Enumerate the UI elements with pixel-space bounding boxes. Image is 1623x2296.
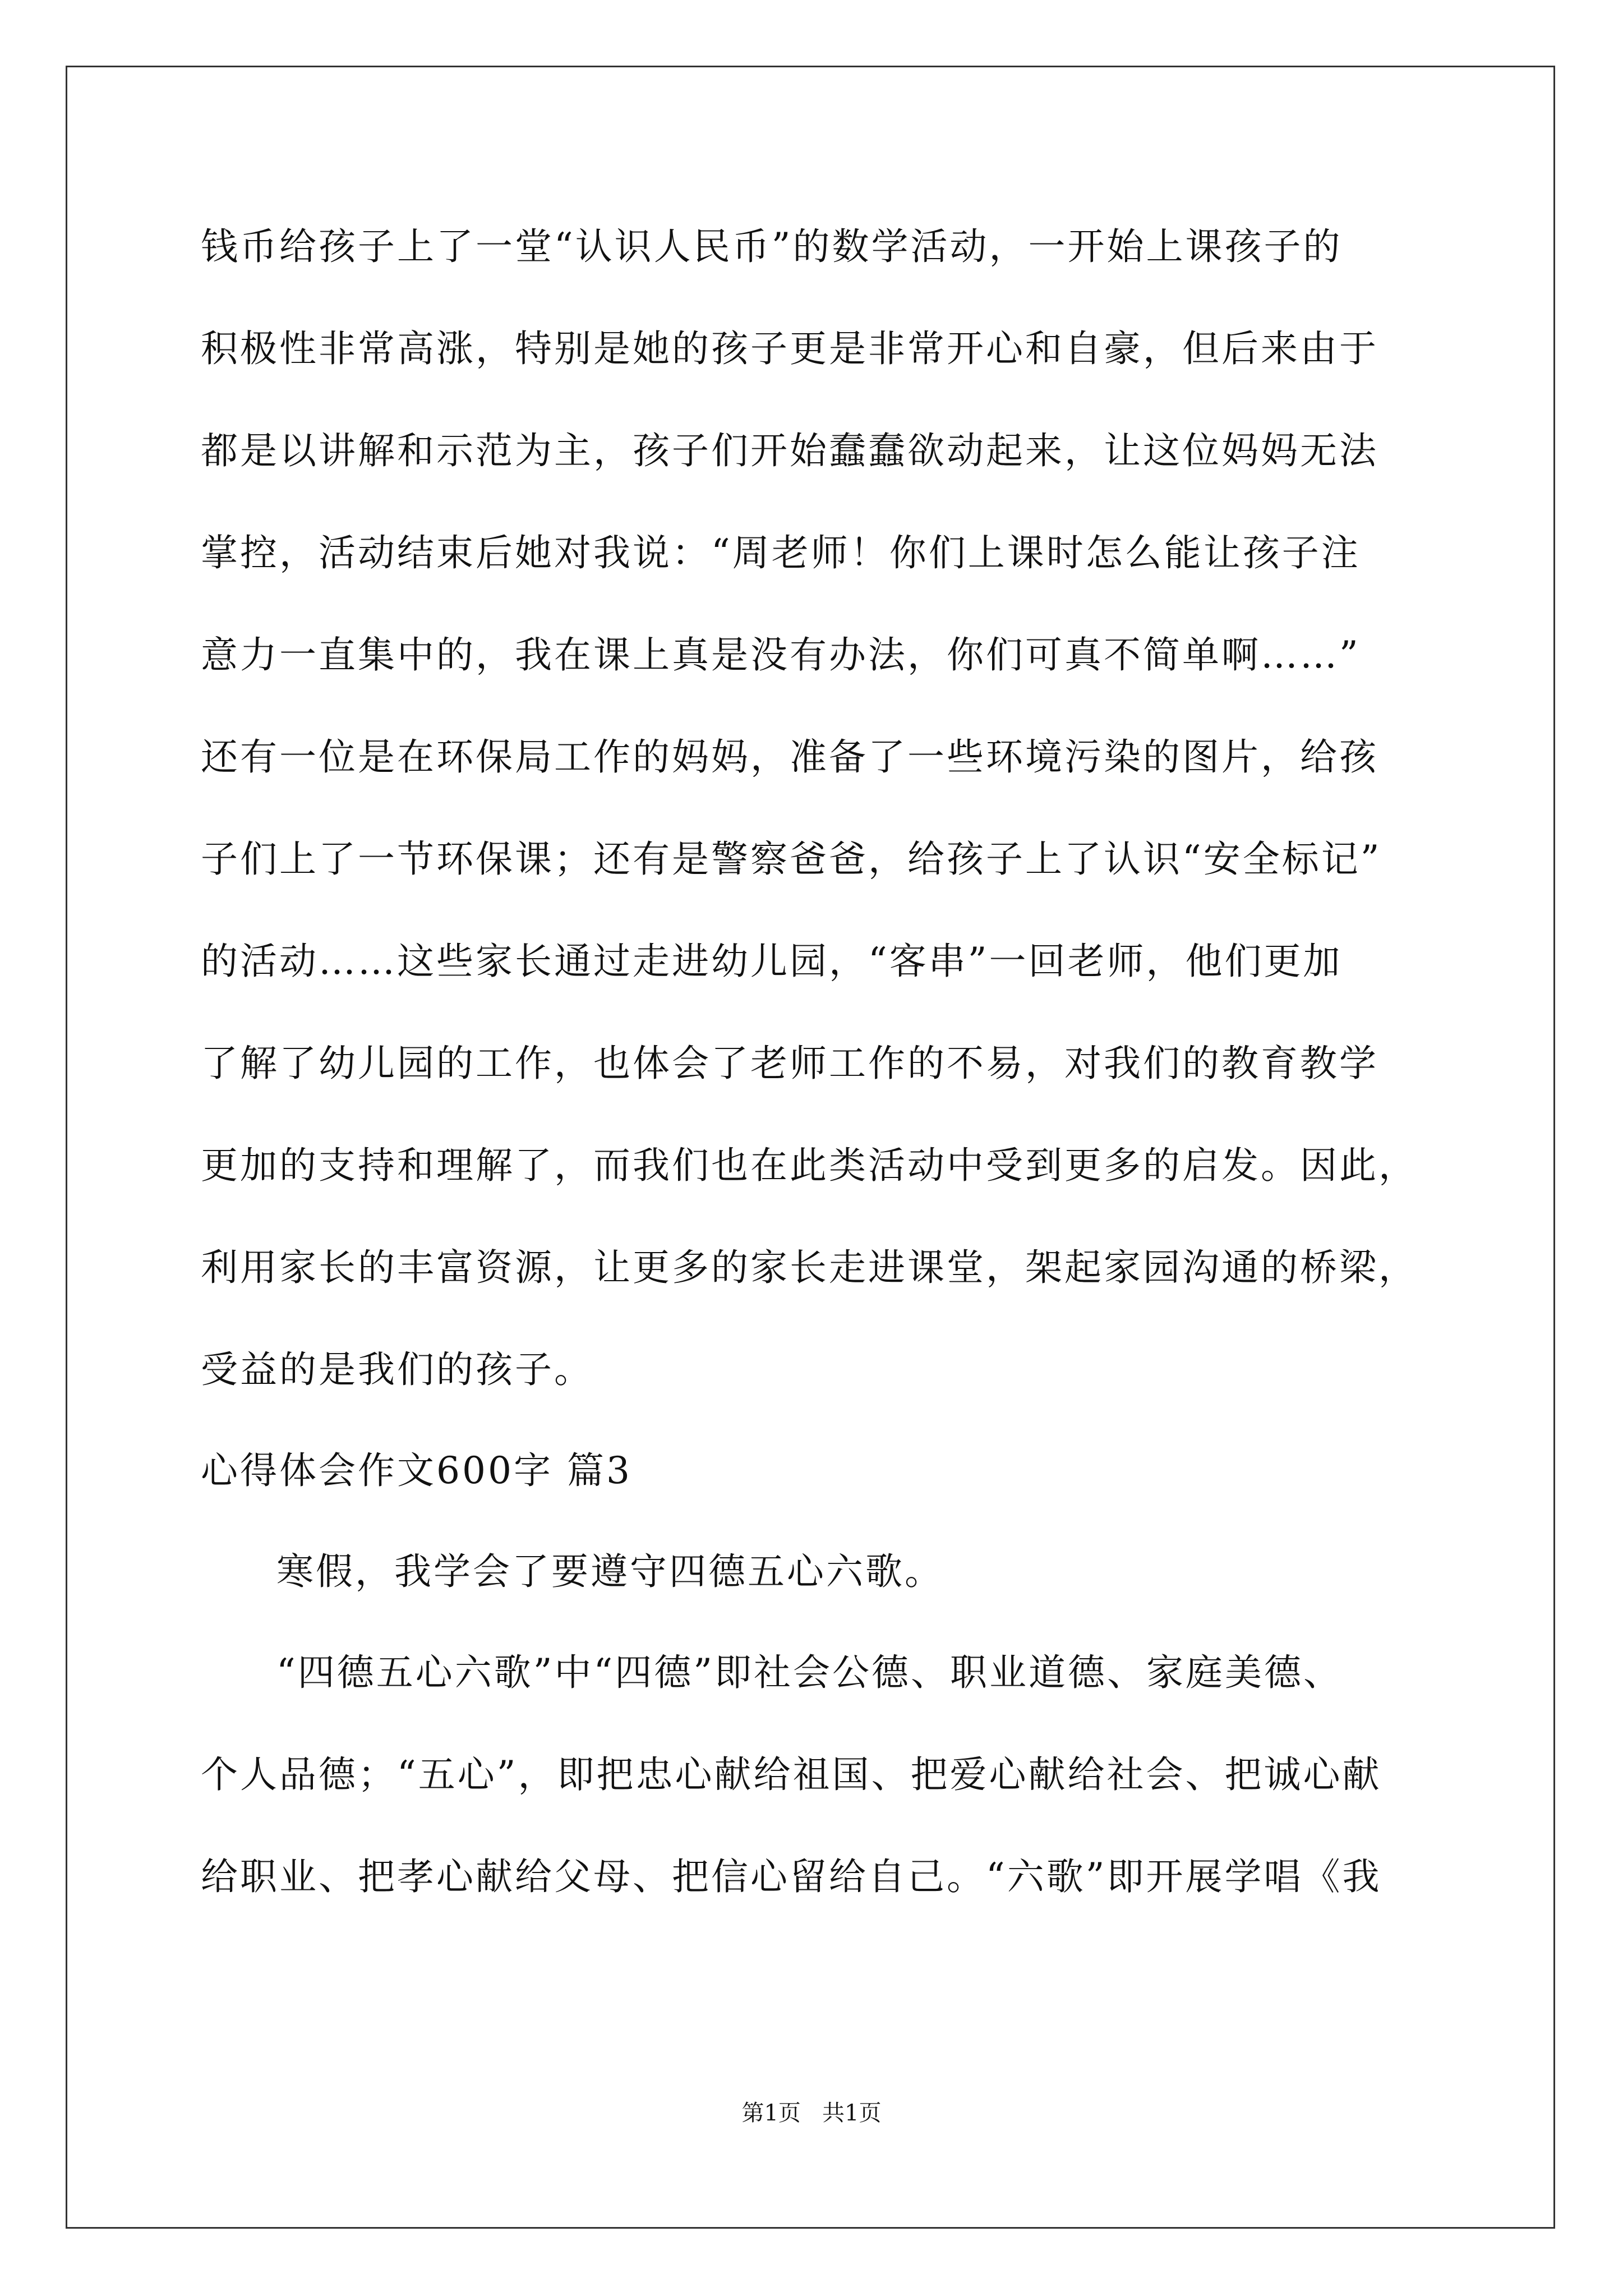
paragraph-line: 更加的支持和理解了，而我们也在此类活动中受到更多的启发。因此，	[201, 1144, 1418, 1187]
paragraph-line: 的活动……这些家长通过走进幼儿园，“客串”一回老师，他们更加	[201, 940, 1343, 983]
paragraph-line: 个人品德；“五心”，即把忠心献给祖国、把爱心献给社会、把诚心献	[201, 1753, 1382, 1796]
paragraph-line: 给职业、把孝心献给父母、把信心留给自己。“六歌”即开展学唱《我	[201, 1855, 1382, 1898]
paragraph-line: 还有一位是在环保局工作的妈妈，准备了一些环境污染的图片，给孩	[201, 735, 1378, 779]
paragraph-line: 寒假，我学会了要遵守四德五心六歌。	[276, 1550, 944, 1593]
section-heading: 心得体会作文600字 篇3	[201, 1449, 632, 1492]
paragraph-line: 掌控，活动结束后她对我说：“周老师！你们上课时怎么能让孩子注	[201, 531, 1361, 574]
paragraph-line: 子们上了一节环保课；还有是警察爸爸，给孩子上了认识“安全标记”	[201, 838, 1382, 881]
paragraph-line: “四德五心六歌”中“四德”即社会公德、职业道德、家庭美德、	[276, 1651, 1343, 1694]
paragraph-line: 钱币给孩子上了一堂“认识人民币”的数学活动，一开始上课孩子的	[201, 225, 1343, 268]
paragraph-line: 受益的是我们的孩子。	[201, 1348, 593, 1391]
paragraph-line: 意力一直集中的，我在课上真是没有办法，你们可真不简单啊……”	[201, 633, 1361, 677]
paragraph-line: 了解了幼儿园的工作，也体会了老师工作的不易，对我们的教育教学	[201, 1042, 1378, 1085]
paragraph-line: 积极性非常高涨，特别是她的孩子更是非常开心和自豪，但后来由于	[201, 327, 1378, 370]
paragraph-line: 利用家长的丰富资源，让更多的家长走进课堂，架起家园沟通的桥梁，	[201, 1246, 1418, 1289]
page-footer: 第1页 共1页	[741, 2100, 882, 2126]
paragraph-line: 都是以讲解和示范为主，孩子们开始蠢蠢欲动起来，让这位妈妈无法	[201, 429, 1378, 472]
